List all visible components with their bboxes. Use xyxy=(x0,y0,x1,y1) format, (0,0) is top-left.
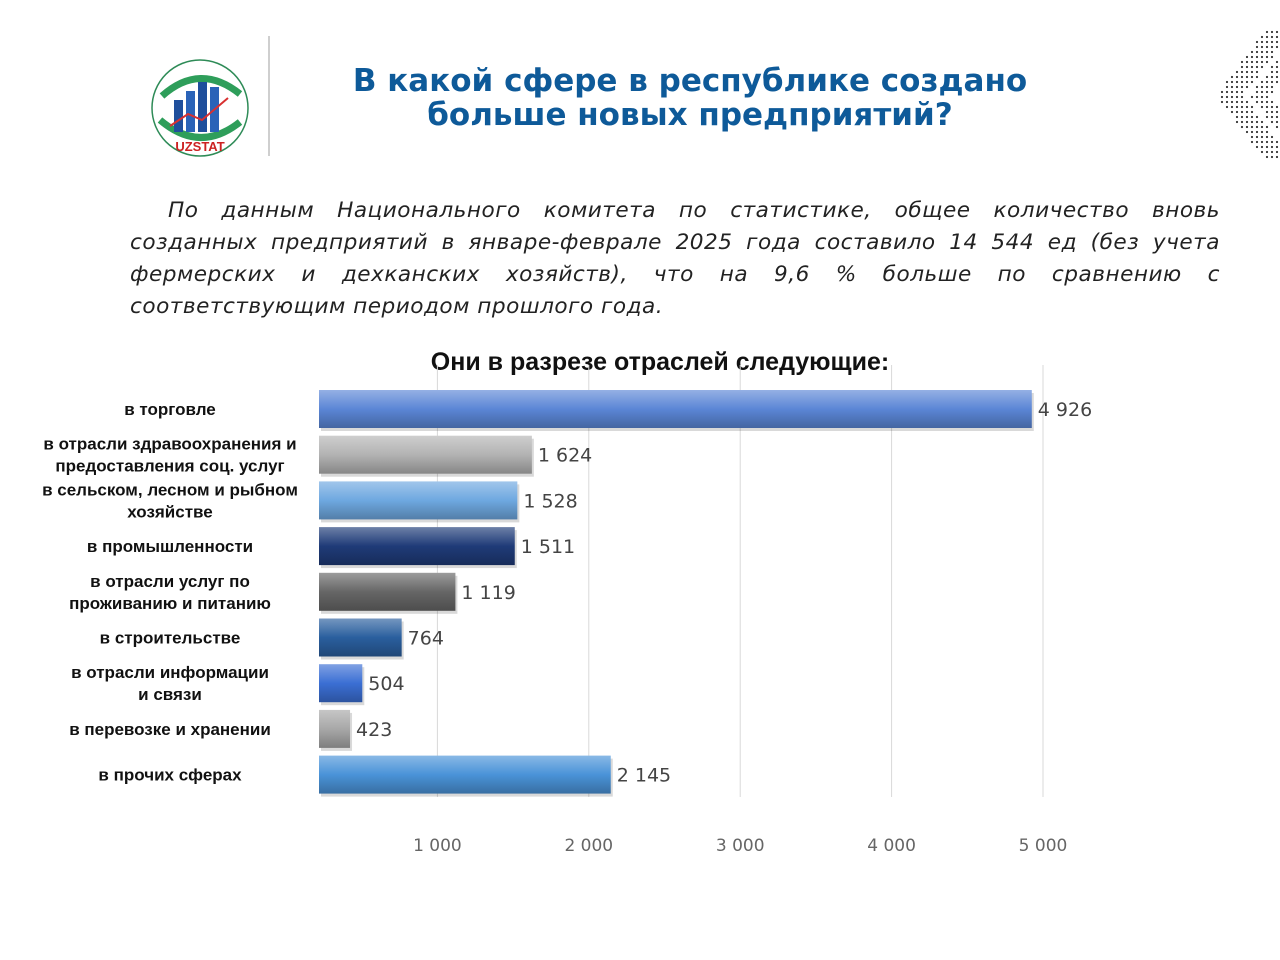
value-label: 504 xyxy=(368,673,405,696)
x-tick-label: 3 000 xyxy=(715,836,765,856)
value-label: 1 528 xyxy=(523,490,578,513)
category-label: в отрасли услуг по проживанию и питанию xyxy=(69,571,271,613)
bar xyxy=(319,664,362,702)
value-label: 4 926 xyxy=(1037,399,1093,421)
value-label: 764 xyxy=(407,627,444,650)
header-divider xyxy=(268,36,270,156)
intro-paragraph: По данным Национального комитета по статистике, общее количество вновь созданных предприятий в январе-феврале 2025 года составило 14 544 ед (без учета фермерских и дехканских хозяйств), что на 9,6 % больше по сравнению с соответствующим периодом прошлого года. xyxy=(130,198,1220,319)
category-label: в сельском, лесном и рыбном хозяйстве xyxy=(42,480,298,522)
category-label: в торговле xyxy=(124,400,216,419)
x-tick-label: 2 000 xyxy=(564,836,614,856)
bar xyxy=(319,436,532,474)
value-label: 1 511 xyxy=(520,536,576,559)
chart-bars xyxy=(319,390,1034,797)
bar xyxy=(319,710,350,748)
category-label: в отрасли здравоохранения и предоставления соц. услуг xyxy=(43,434,297,476)
logo-text: UZSTAT xyxy=(175,139,225,154)
value-label: 423 xyxy=(356,718,393,741)
decorative-dots xyxy=(1160,30,1280,160)
chart-subheading: Они в разрезе отраслей следующие: xyxy=(430,348,890,376)
bar xyxy=(319,756,611,794)
value-label: 1 119 xyxy=(461,581,516,604)
bar xyxy=(319,573,455,611)
category-label: в промышленности xyxy=(86,537,254,557)
bar-chart xyxy=(0,365,1280,875)
category-label: в перевозке и хранении xyxy=(69,719,271,739)
x-tick-label: 1 000 xyxy=(413,836,462,856)
page-title: В какой сфере в республике создано больше новых предприятий? xyxy=(352,63,1028,133)
value-label: 1 624 xyxy=(537,444,593,467)
category-label: в строительстве xyxy=(99,628,241,648)
bar xyxy=(319,390,1032,428)
x-tick-label: 4 000 xyxy=(867,836,916,856)
x-tick-label: 5 000 xyxy=(1018,836,1068,856)
category-label: в отрасли информации и связи xyxy=(71,663,269,705)
bar xyxy=(319,481,517,519)
bar xyxy=(319,619,402,657)
value-label: 2 145 xyxy=(616,764,672,787)
uzstat-logo xyxy=(148,58,252,158)
bar xyxy=(319,527,515,565)
category-label: в прочих сферах xyxy=(98,765,242,785)
